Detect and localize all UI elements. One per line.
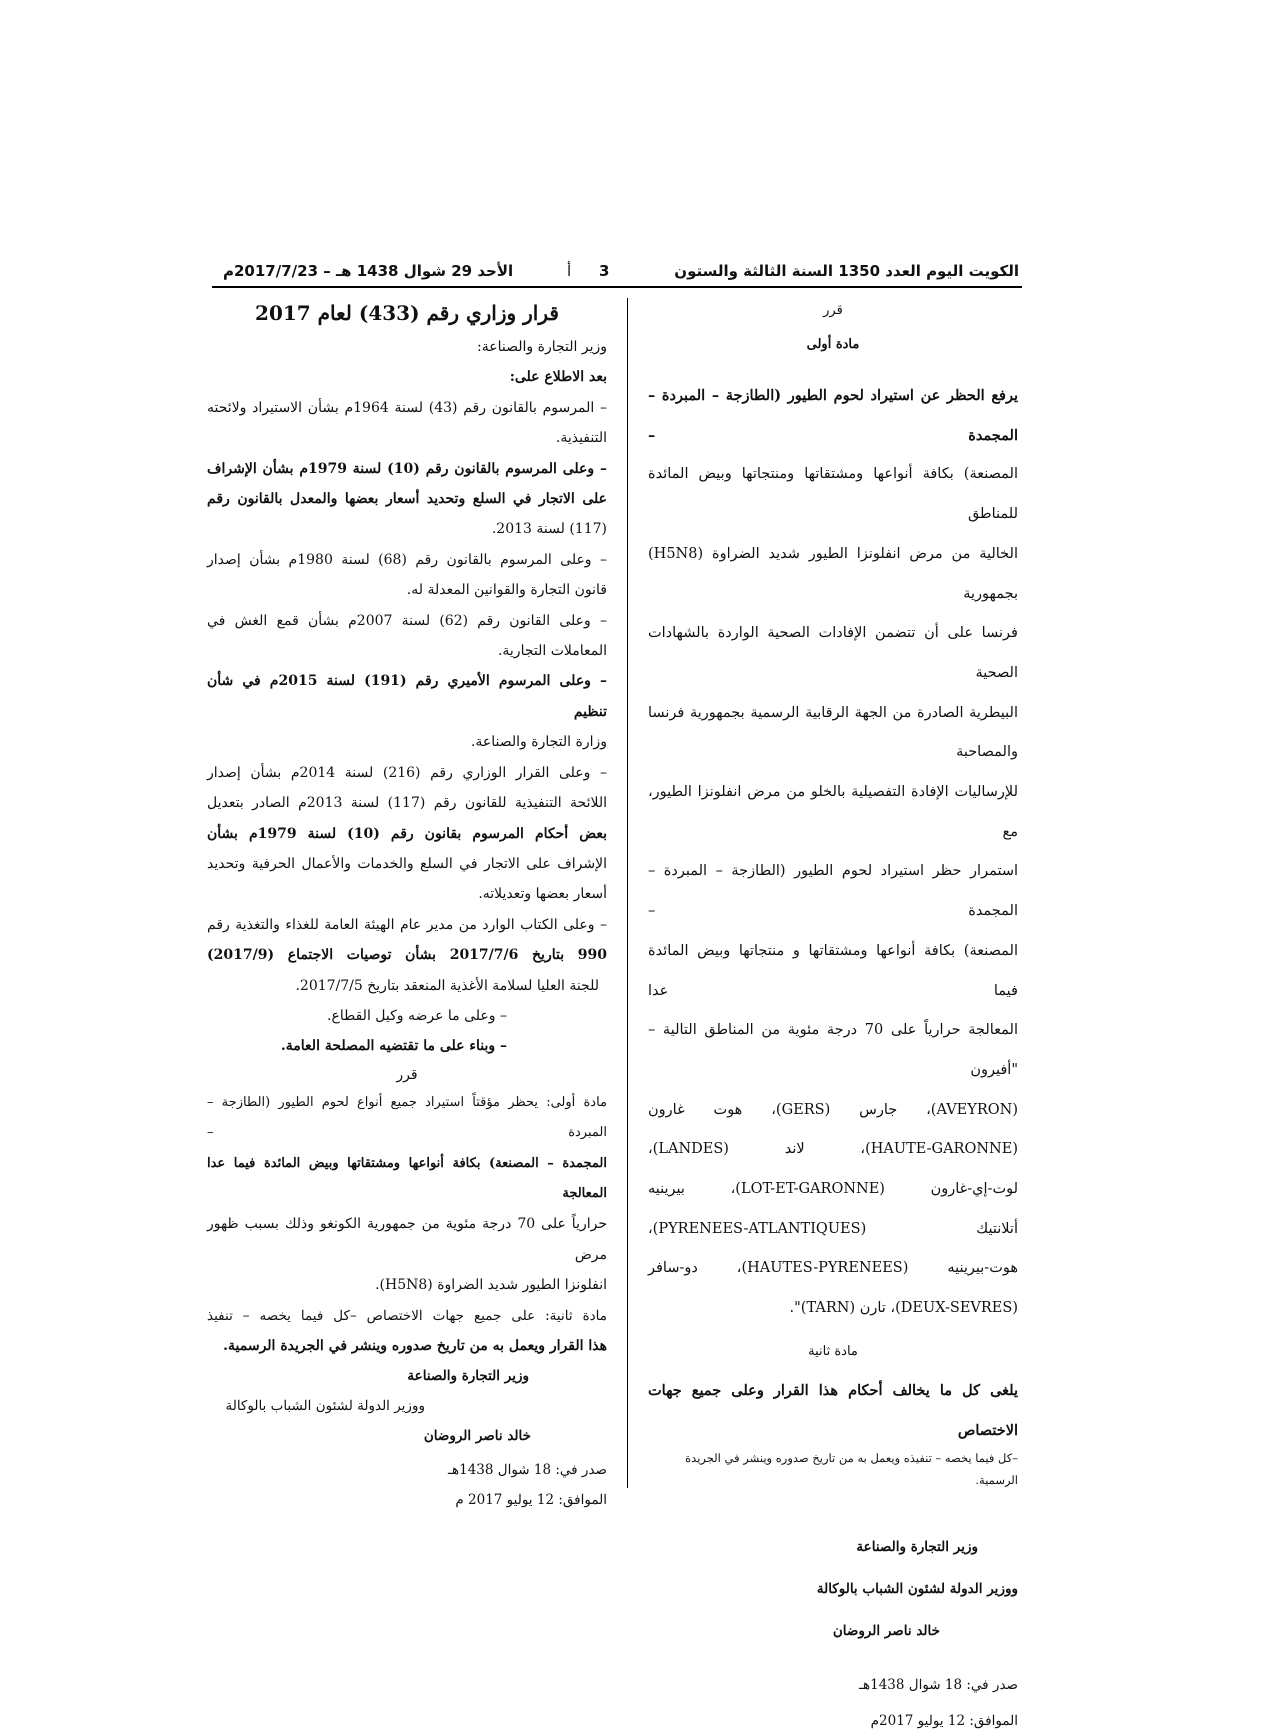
preamble-line: – المرسوم بالقانون رقم (43) لسنة 1964م بشأن الاستيراد ولائحته bbox=[207, 399, 607, 416]
decided-heading: قرر bbox=[823, 303, 843, 318]
preamble-line: (117) لسنة 2013. bbox=[491, 521, 607, 538]
article1-line: أتلانتيك (PYRENEES-ATLANTIQUES)، bbox=[648, 1220, 1018, 1237]
preamble-line: – وعلى الكتاب الوارد من مدير عام الهيئة العامة للغذاء والتغذية رقم bbox=[207, 916, 607, 933]
column-divider bbox=[627, 298, 628, 1488]
signature-state-minister-left: ووزير الدولة لشئون الشباب بالوكالة bbox=[225, 1398, 425, 1415]
issuing-minister: وزير التجارة والصناعة: bbox=[477, 339, 607, 355]
preamble-line: أسعار بعضها وتعديلاته. bbox=[478, 886, 607, 903]
issue-date-hijri-left: صدر في: 18 شوال 1438هـ bbox=[448, 1462, 607, 1479]
article1-line: فرنسا على أن تتضمن الإفادات الصحية الواردة بالشهادات الصحية bbox=[648, 625, 1018, 681]
preamble-line: وزارة التجارة والصناعة. bbox=[470, 734, 607, 751]
article-line: مادة أولى: يحظر مؤقتاً استيراد جميع أنواع لحوم الطيور (الطازجة – المبردة – bbox=[207, 1094, 607, 1141]
article1-body bbox=[648, 376, 1018, 1329]
article1-line: المعالجة حرارياً على 70 درجة مئوية من المناطق التالية – "أفيرون bbox=[648, 1022, 1018, 1078]
header-rule bbox=[212, 286, 1022, 288]
issue-date-gregorian-left: الموافق: 12 يوليو 2017 م bbox=[455, 1492, 607, 1509]
article1-line: استمرار حظر استيراد لحوم الطيور (الطازجة – المبردة – المجمدة – bbox=[648, 863, 1018, 920]
preamble-line: – وبناء على ما تقتضيه المصلحة العامة. bbox=[280, 1038, 507, 1055]
signature-minister: وزير التجارة والصناعة bbox=[856, 1538, 978, 1555]
article1-line: (AVEYRON)، جارس (GERS)، هوت غارون bbox=[648, 1101, 1018, 1118]
preamble-line: قانون التجارة والقوانين المعدلة له. bbox=[406, 582, 607, 599]
preamble-line: الإشراف على الاتجار في السلع والخدمات والأعمال الحرفية وتحديد bbox=[207, 855, 607, 872]
article1-line: الخالية من مرض انفلونزا الطيور شديد الضراوة (H5N8) بجمهورية bbox=[648, 545, 1018, 602]
preamble-line: التنفيذية. bbox=[555, 430, 607, 447]
preamble-line: بعض أحكام المرسوم بقانون رقم (10) لسنة 1979م بشأن bbox=[207, 825, 607, 842]
right-column bbox=[648, 300, 1018, 1733]
issue-date-hijri: صدر في: 18 شوال 1438هـ bbox=[859, 1676, 1018, 1693]
left-column bbox=[207, 300, 607, 1515]
article-line: حرارياً على 70 درجة مئوية من جمهورية الكونغو وذلك بسبب ظهور مرض bbox=[207, 1216, 607, 1263]
decision-title: قرار وزاري رقم (433) لعام 2017 bbox=[255, 301, 559, 325]
signature-name-left: خالد ناصر الروضان bbox=[423, 1428, 531, 1445]
newspaper-issue: الكويت اليوم العدد 1350 السنة الثالثة والستون bbox=[674, 262, 1019, 280]
article1-heading: مادة أولى bbox=[806, 337, 860, 352]
article1-line: البيطرية الصادرة من الجهة الرقابية الرسمية بجمهورية فرنسا والمصاحبة bbox=[648, 704, 1018, 761]
preamble-line: – وعلى القرار الوزاري رقم (216) لسنة 2014م بشأن إصدار bbox=[207, 764, 607, 781]
preamble-line: – وعلى المرسوم بالقانون رقم (68) لسنة 1980م بشأن إصدار bbox=[207, 551, 607, 568]
article1-line: (DEUX-SEVRES)، تارن (TARN)". bbox=[789, 1300, 1018, 1317]
issue-date: الأحد 29 شوال 1438 هـ – 2017/7/23م bbox=[223, 262, 514, 280]
preamble-line: اللائحة التنفيذية للقانون رقم (117) لسنة 2013م الصادر بتعديل bbox=[207, 795, 607, 812]
article1-line: المصنعة) بكافة أنواعها ومشتقاتها و منتجاتها وبيض المائدة فيما عدا bbox=[648, 942, 1018, 999]
article2-note: –كل فيما يخصه – تنفيذه ويعمل به من تاريخ صدوره وينشر في الجريدة الرسمية. bbox=[685, 1450, 1018, 1487]
article2-line: يلغى كل ما يخالف أحكام هذا القرار وعلى جميع جهات الاختصاص bbox=[648, 1381, 1018, 1439]
article1-line: المصنعة) بكافة أنواعها ومشتقاتها ومنتجاتها وبيض المائدة للمناطق bbox=[648, 466, 1018, 523]
preamble-line: – وعلى ما عرضه وكيل القطاع. bbox=[327, 1007, 507, 1024]
preamble-line: – وعلى القانون رقم (62) لسنة 2007م بشأن قمع الغش في bbox=[207, 612, 607, 629]
article2-heading: مادة ثانية bbox=[808, 1343, 858, 1359]
preamble-line: للجنة العليا لسلامة الأغذية المنعقد بتاريخ 2017/7/5. bbox=[295, 977, 599, 994]
preamble-line: المعاملات التجارية. bbox=[497, 643, 607, 660]
after-review: بعد الاطلاع على: bbox=[509, 369, 607, 386]
article1-line: (HAUTE-GARONNE)، لاند (LANDES)، bbox=[648, 1141, 1018, 1158]
preamble-line: على الاتجار في السلع وتحديد أسعار بعضها والمعدل بالقانون رقم bbox=[207, 491, 607, 508]
decided-heading-left: قرر bbox=[396, 1066, 418, 1083]
article-line: مادة ثانية: على جميع جهات الاختصاص –كل فيما يخصه – تنفيذ bbox=[207, 1307, 607, 1324]
preamble-line: 990 بتاريخ 2017/7/6 بشأن توصيات الاجتماع (2017/9) bbox=[207, 947, 607, 964]
article-line: انفلونزا الطيور شديد الضراوة (H5N8). bbox=[375, 1277, 607, 1294]
preamble-line: – وعلى المرسوم بالقانون رقم (10) لسنة 1979م بشأن الإشراف bbox=[207, 460, 607, 477]
signature-minister-left: وزير التجارة والصناعة bbox=[407, 1368, 529, 1385]
signature-name: خالد ناصر الروضان bbox=[832, 1622, 940, 1639]
article1-line: يرفع الحظر عن استيراد لحوم الطيور (الطازجة – المبردة – المجمدة – bbox=[648, 387, 1018, 444]
article1-line: هوت-بيرينيه (HAUTES-PYRENEES)، دو-سافر bbox=[648, 1260, 1018, 1277]
page-number: 3 bbox=[599, 262, 610, 280]
issue-date-gregorian: الموافق: 12 يوليو 2017م bbox=[870, 1712, 1018, 1729]
article-line: هذا القرار ويعمل به من تاريخ صدوره وينشر في الجريدة الرسمية. bbox=[223, 1338, 607, 1354]
signature-state-minister: ووزير الدولة لشئون الشباب بالوكالة bbox=[816, 1580, 1018, 1597]
article-line: المجمدة – المصنعة) بكافة أنواعها ومشتقاتها وبيض المائدة فيما عدا المعالجة bbox=[207, 1155, 607, 1201]
preamble-line: – وعلى المرسوم الأميري رقم (191) لسنة 2015م في شأن تنظيم bbox=[207, 673, 608, 720]
section-letter: أ bbox=[567, 262, 572, 280]
page-header bbox=[215, 258, 1019, 284]
article1-line: للإرساليات الإفادة التفصيلية بالخلو من مرض انفلونزا الطيور، مع bbox=[648, 784, 1018, 840]
article1-line: لوت-إي-غارون (LOT-ET-GARONNE)، بيرينيه bbox=[648, 1181, 1018, 1198]
